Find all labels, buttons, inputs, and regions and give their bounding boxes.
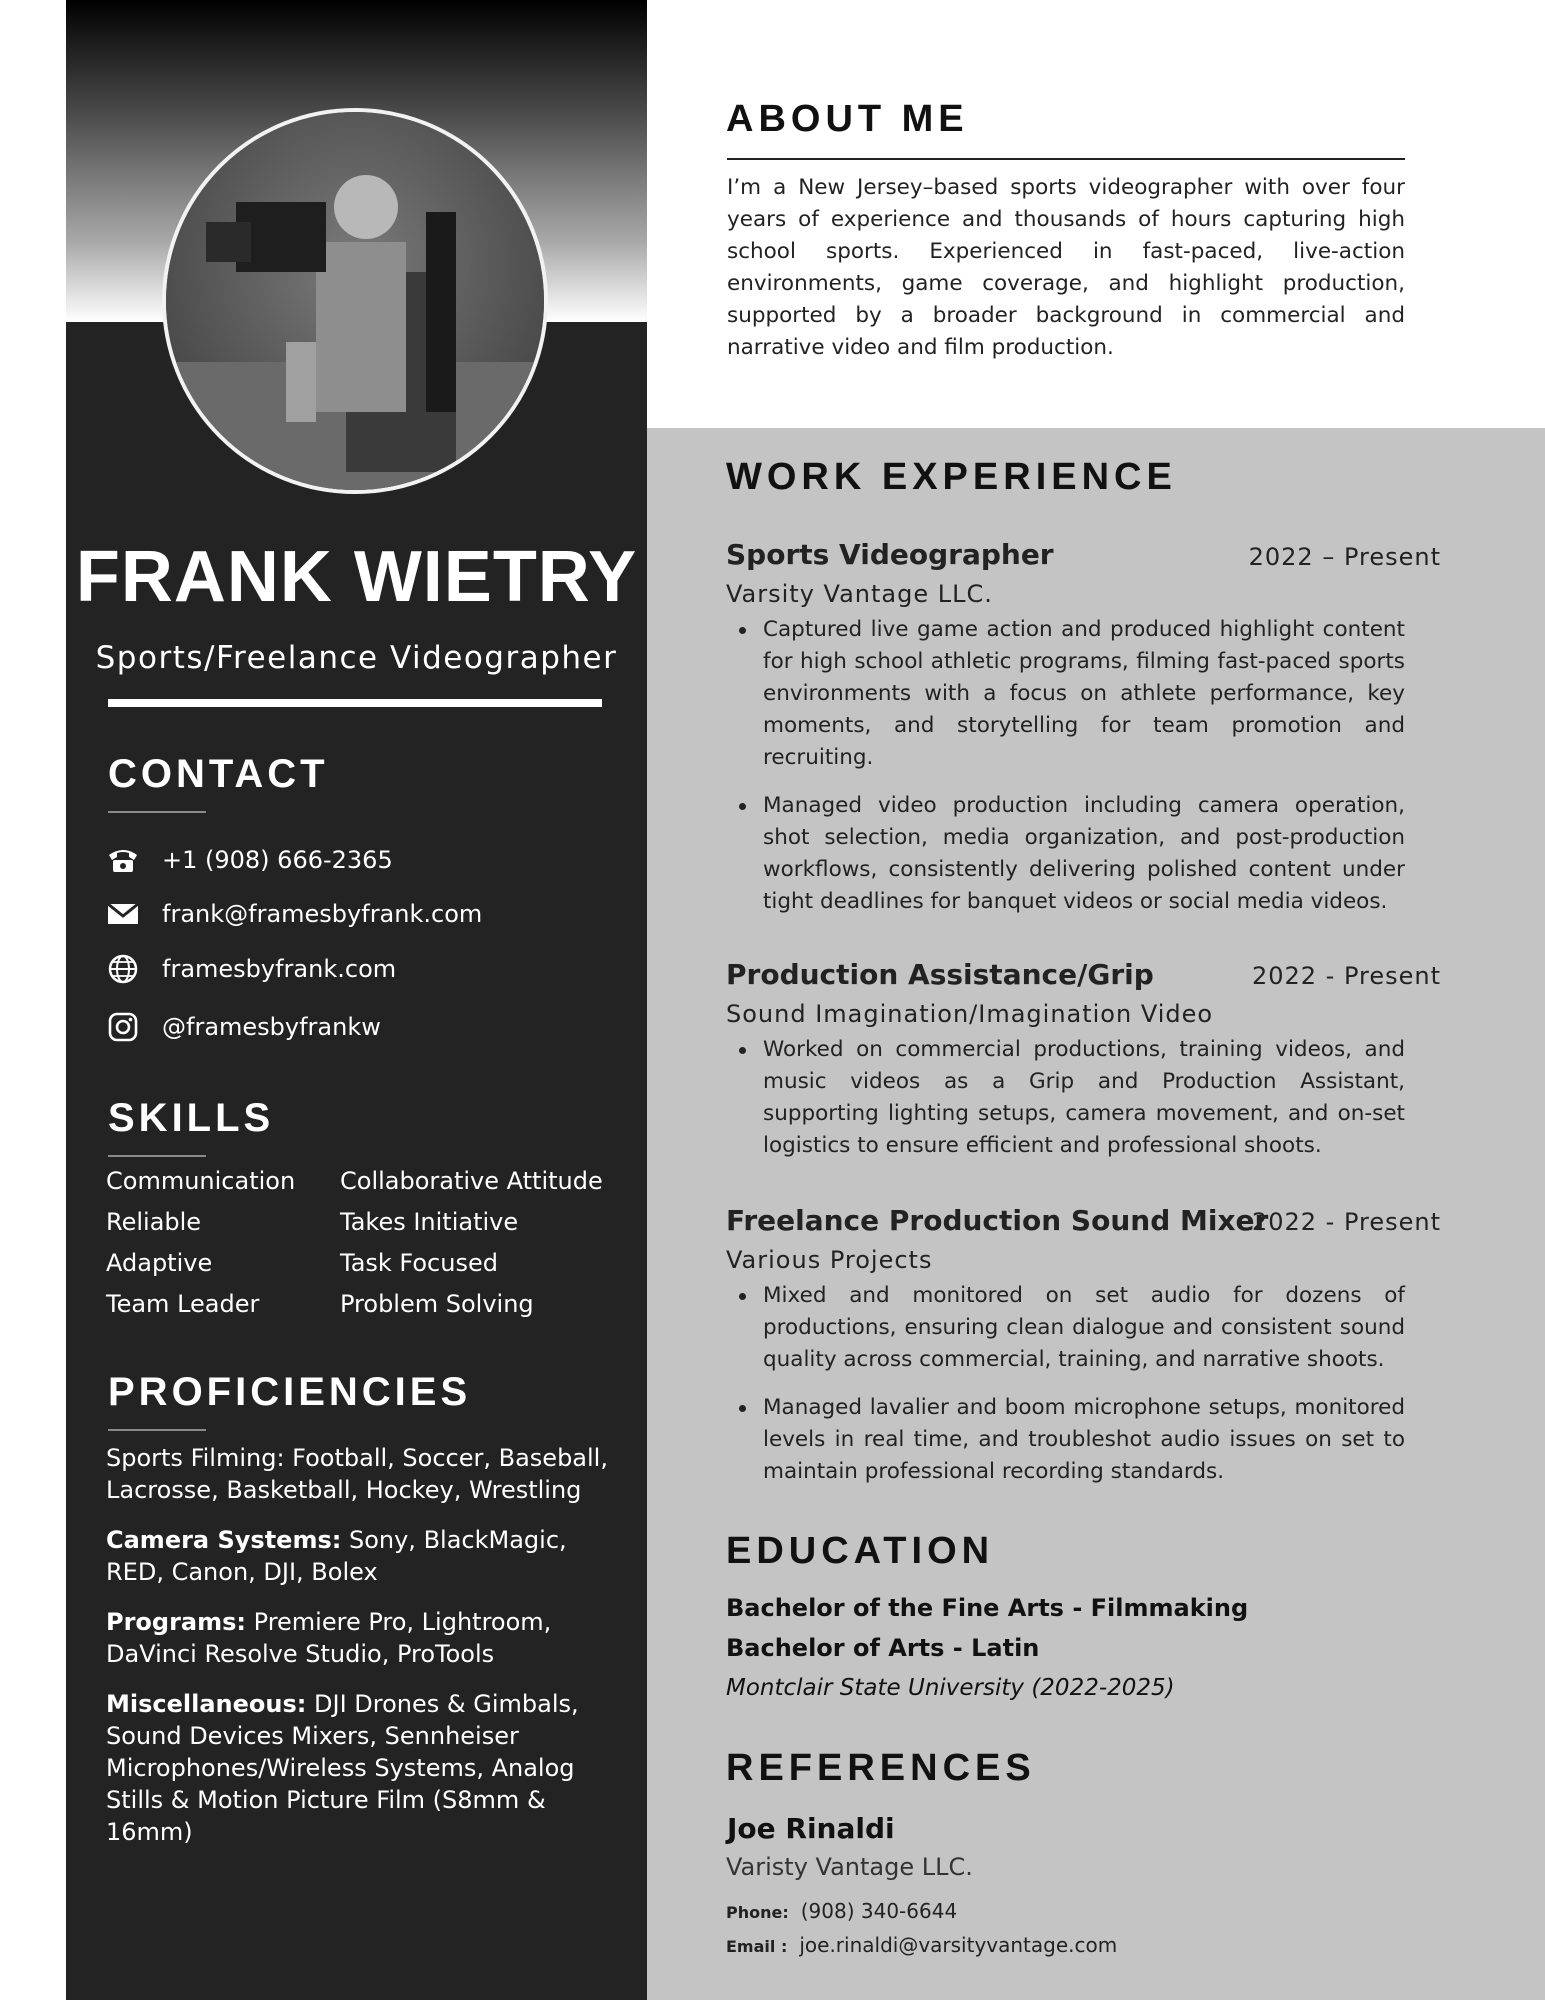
proficiency-camera-value: Sony, BlackMagic, RED, Canon, DJI, Bolex — [106, 1526, 567, 1586]
job-bullets — [727, 614, 1405, 934]
contact-instagram-row — [106, 1009, 381, 1045]
contact-website-row — [106, 951, 396, 987]
contact-email-row — [106, 896, 482, 932]
proficiency-programs-label: Programs: — [106, 1608, 247, 1636]
contact-phone[interactable]: +1 (908) 666-2365 — [162, 846, 393, 874]
sidebar — [66, 0, 647, 2000]
proficiency-programs-value: Premiere Pro, Lightroom, DaVinci Resolve Studio, ProTools — [106, 1608, 552, 1668]
job-title: Sports Videographer — [726, 538, 1054, 571]
about-text: I’m a New Jersey–based sports videographer with over four years of experience and thousands of hours capturing high school sports. Experienced in fast-paced, live-action environments, game coverage, and highlight production, supported by a broader background in commercial and narrative video and film production. — [727, 175, 1405, 360]
about-divider — [727, 158, 1405, 160]
job-date: 2022 – Present — [1248, 543, 1441, 571]
proficiencies-divider — [108, 1429, 206, 1431]
profile-name: FRANK WIETRY — [75, 537, 638, 617]
reference-company: Varisty Vantage LLC. — [726, 1853, 973, 1881]
reference-phone[interactable]: (908) 340-6644 — [800, 1899, 958, 1923]
skills-divider — [108, 1155, 206, 1157]
job-title: Production Assistance/Grip — [726, 958, 1154, 991]
instagram-icon — [106, 1010, 140, 1044]
job-date: 2022 - Present — [1251, 962, 1441, 990]
reference-email-row — [726, 1933, 1117, 1957]
skill-item: Team Leader — [106, 1290, 260, 1318]
contact-heading: CONTACT — [108, 752, 329, 796]
contact-website[interactable]: framesbyfrank.com — [162, 955, 397, 983]
job-company: Varsity Vantage LLC. — [726, 580, 993, 608]
job-bullet: Managed video production including camera operation, shot selection, media organization, and post-production workflows, consistently delivering polished content under tight deadlines for banquet videos or social media videos. — [763, 790, 1405, 918]
job-title: Freelance Production Sound Mixer — [726, 1204, 1269, 1237]
job-bullets — [727, 1280, 1405, 1504]
contact-instagram[interactable]: @framesbyfrankw — [162, 1013, 381, 1041]
skill-item: Reliable — [106, 1208, 202, 1236]
proficiencies-heading: PROFICIENCIES — [108, 1370, 472, 1414]
job-bullet: Worked on commercial productions, training videos, and music videos as a Grip and Production Assistant, supporting lighting setups, camera movement, and on-set logistics to ensure efficient and professional shoots. — [763, 1034, 1405, 1162]
skill-item: Takes Initiative — [340, 1208, 519, 1236]
degree: Bachelor of Arts - Latin — [726, 1634, 1040, 1662]
school: Montclair State University (2022-2025) — [726, 1675, 1175, 1701]
job-bullet: Captured live game action and produced highlight content for high school athletic programs, filming fast-paced sports environments with a focus on athlete performance, key moments, and storytelling for team promotion and recruiting. — [763, 614, 1405, 774]
degree: Bachelor of the Fine Arts - Filmmaking — [726, 1594, 1249, 1622]
skill-item: Task Focused — [340, 1249, 498, 1277]
reference-phone-label: Phone: — [726, 1903, 789, 1922]
education-heading: EDUCATION — [726, 1530, 995, 1572]
proficiency-misc-label: Miscellaneous: — [106, 1690, 307, 1718]
proficiency-sports: Sports Filming: Football, Soccer, Baseball, Lacrosse, Basketball, Hockey, Wrestling — [106, 1444, 608, 1504]
skill-item: Collaborative Attitude — [340, 1167, 603, 1195]
proficiency-programs — [106, 1606, 616, 1670]
job-bullet: Managed lavalier and boom microphone setups, monitored levels in real time, and troubleshot audio issues on set to maintain professional recording standards. — [763, 1392, 1405, 1488]
work-heading: WORK EXPERIENCE — [726, 456, 1177, 498]
skill-item: Communication — [106, 1167, 296, 1195]
contact-email[interactable]: frank@framesbyfrank.com — [162, 900, 483, 928]
proficiency-camera — [106, 1524, 616, 1588]
reference-name: Joe Rinaldi — [727, 1812, 895, 1845]
skill-item: Adaptive — [106, 1249, 213, 1277]
job-bullet: Mixed and monitored on set audio for dozens of productions, ensuring clean dialogue and consistent sound quality across commercial, training, and narrative shoots. — [763, 1280, 1405, 1376]
job-date: 2022 - Present — [1251, 1208, 1441, 1236]
contact-phone-row — [106, 842, 393, 878]
proficiency-misc — [106, 1688, 616, 1848]
globe-icon — [106, 952, 140, 986]
reference-email-label: Email : — [726, 1937, 788, 1956]
profile-photo — [162, 108, 548, 494]
proficiency-camera-label: Camera Systems: — [106, 1526, 342, 1554]
contact-divider — [108, 811, 206, 813]
reference-email[interactable]: joe.rinaldi@varsityvantage.com — [799, 1933, 1118, 1957]
about-heading: ABOUT ME — [726, 98, 969, 140]
proficiency-misc-value: DJI Drones & Gimbals, Sound Devices Mixers, Sennheiser Microphones/Wireless Systems, Analog Stills & Motion Picture Film (S8mm & 16mm) — [106, 1690, 579, 1846]
skills-heading: SKILLS — [108, 1096, 275, 1140]
envelope-icon — [106, 897, 140, 931]
name-divider — [108, 699, 602, 707]
skill-item: Problem Solving — [340, 1290, 534, 1318]
job-company: Various Projects — [726, 1246, 933, 1274]
job-company: Sound Imagination/Imagination Video — [726, 1000, 1214, 1028]
job-bullets — [727, 1034, 1405, 1178]
reference-phone-row — [726, 1899, 957, 1923]
references-heading: REFERENCES — [726, 1747, 1036, 1789]
profile-subtitle: Sports/Freelance Videographer — [95, 640, 618, 676]
telephone-icon — [106, 843, 140, 877]
